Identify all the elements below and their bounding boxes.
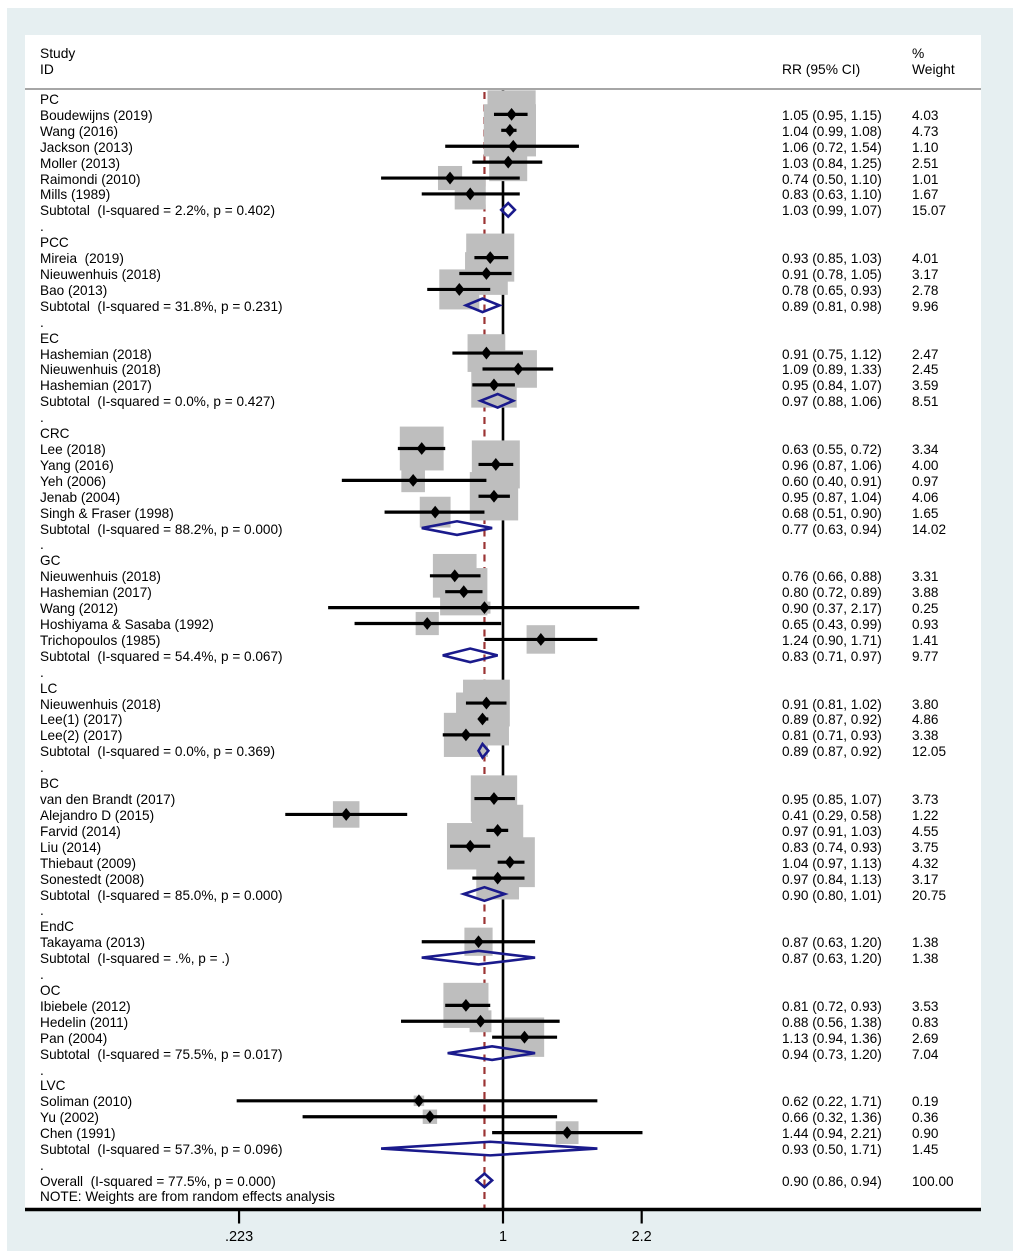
- study-rr-ci-value: 0.60 (0.40, 0.91): [782, 474, 882, 490]
- axis-tick-label: .223: [224, 1229, 254, 1245]
- study-label: Sonestedt (2008): [40, 871, 145, 887]
- study-label: Nieuwenhuis (2018): [40, 569, 161, 585]
- study-label: Yu (2002): [40, 1110, 99, 1126]
- study-label: Nieuwenhuis (2018): [40, 362, 161, 378]
- study-rr-ci-value: 0.96 (0.87, 1.06): [782, 458, 882, 474]
- study-rr-ci-value: 1.04 (0.99, 1.08): [782, 124, 882, 140]
- subtotal-rr-ci-value: 0.83 (0.71, 0.97): [782, 649, 882, 665]
- axis-tick-label: 2.2: [631, 1229, 652, 1245]
- study-weight-value: 0.93: [912, 617, 939, 633]
- study-label: Farvid (2014): [40, 824, 121, 840]
- study-weight-value: 1.01: [912, 171, 939, 187]
- overall-rr-ci-value: 0.90 (0.86, 0.94): [782, 1174, 882, 1190]
- group-label: PCC: [40, 235, 69, 251]
- study-weight-value: 4.06: [912, 489, 939, 505]
- group-label: BC: [40, 776, 59, 792]
- study-weight-value: 2.45: [912, 362, 939, 378]
- subtotal-label: Subtotal (I-squared = 75.5%, p = 0.017): [40, 1046, 283, 1062]
- study-label: Nieuwenhuis (2018): [40, 267, 161, 283]
- study-rr-ci-value: 0.91 (0.75, 1.12): [782, 346, 882, 362]
- study-weight-value: 3.59: [912, 378, 939, 394]
- axis-tick-label: 1: [498, 1229, 508, 1245]
- study-weight-value: 2.78: [912, 283, 939, 299]
- group-separator: .: [40, 314, 44, 330]
- group-label: GC: [40, 553, 61, 569]
- study-label: Lee(2) (2017): [40, 728, 123, 744]
- study-label: Hashemian (2017): [40, 378, 152, 394]
- study-weight-value: 4.55: [912, 824, 939, 840]
- study-label: Mireia (2019): [40, 251, 124, 267]
- study-weight-value: 0.97: [912, 474, 939, 490]
- subtotal-label: Subtotal (I-squared = 2.2%, p = 0.402): [40, 203, 276, 219]
- group-label: PC: [40, 92, 59, 108]
- study-rr-ci-value: 0.78 (0.65, 0.93): [782, 283, 882, 299]
- study-rr-ci-value: 0.90 (0.37, 2.17): [782, 601, 882, 617]
- study-rr-ci-value: 0.87 (0.63, 1.20): [782, 935, 882, 951]
- study-weight-value: 3.80: [912, 696, 939, 712]
- study-rr-ci-value: 0.81 (0.72, 0.93): [782, 999, 882, 1015]
- group-label: LVC: [40, 1078, 66, 1094]
- study-label: Singh & Fraser (1998): [40, 505, 174, 521]
- subtotal-rr-ci-value: 0.89 (0.87, 0.92): [782, 744, 882, 760]
- study-rr-ci-value: 0.81 (0.71, 0.93): [782, 728, 882, 744]
- study-rr-ci-value: 0.83 (0.63, 1.10): [782, 187, 882, 203]
- study-rr-ci-value: 0.91 (0.81, 1.02): [782, 696, 882, 712]
- study-weight-value: 3.75: [912, 839, 939, 855]
- study-label: Lee (2018): [40, 442, 106, 458]
- study-weight-value: 3.31: [912, 569, 939, 585]
- group-label: EndC: [40, 919, 75, 935]
- study-label: Nieuwenhuis (2018): [40, 696, 161, 712]
- subtotal-weight-value: 20.75: [912, 887, 947, 903]
- group-label: OC: [40, 983, 61, 999]
- study-label: Pan (2004): [40, 1030, 108, 1046]
- study-rr-ci-value: 0.68 (0.51, 0.90): [782, 505, 882, 521]
- study-rr-ci-value: 0.76 (0.66, 0.88): [782, 569, 882, 585]
- subtotal-rr-ci-value: 0.93 (0.50, 1.71): [782, 1142, 882, 1158]
- study-weight-value: 4.73: [912, 124, 939, 140]
- weights-note: NOTE: Weights are from random effects analysis: [40, 1189, 335, 1205]
- study-weight-value: 3.17: [912, 871, 939, 887]
- study-weight-value: 4.00: [912, 458, 939, 474]
- study-rr-ci-value: 1.05 (0.95, 1.15): [782, 108, 882, 124]
- study-weight-value: 1.38: [912, 935, 939, 951]
- study-weight-value: 2.47: [912, 346, 939, 362]
- study-rr-ci-value: 0.74 (0.50, 1.10): [782, 171, 882, 187]
- study-rr-ci-value: 0.80 (0.72, 0.89): [782, 585, 882, 601]
- study-weight-value: 4.03: [912, 108, 939, 124]
- study-weight-value: 3.17: [912, 267, 939, 283]
- study-label: Hashemian (2018): [40, 346, 152, 362]
- study-rr-ci-value: 0.97 (0.91, 1.03): [782, 824, 882, 840]
- group-separator: .: [40, 760, 44, 776]
- study-rr-ci-value: 0.88 (0.56, 1.38): [782, 1014, 882, 1030]
- subtotal-rr-ci-value: 0.94 (0.73, 1.20): [782, 1046, 882, 1062]
- study-label: Raimondi (2010): [40, 171, 141, 187]
- header-study-line1: Study: [40, 46, 76, 62]
- study-rr-ci-value: 0.97 (0.84, 1.13): [782, 871, 882, 887]
- study-rr-ci-value: 0.63 (0.55, 0.72): [782, 442, 882, 458]
- study-label: Liu (2014): [40, 839, 102, 855]
- study-rr-ci-value: 0.89 (0.87, 0.92): [782, 712, 882, 728]
- subtotal-weight-value: 7.04: [912, 1046, 939, 1062]
- group-separator: .: [40, 537, 44, 553]
- subtotal-weight-value: 14.02: [912, 521, 947, 537]
- study-weight-value: 3.34: [912, 442, 939, 458]
- study-weight-value: 1.67: [912, 187, 939, 203]
- study-weight-value: 1.65: [912, 505, 939, 521]
- study-label: Soliman (2010): [40, 1094, 133, 1110]
- group-separator: .: [40, 1062, 44, 1078]
- study-weight-value: 4.32: [912, 855, 939, 871]
- group-separator: .: [40, 410, 44, 426]
- study-rr-ci-value: 1.03 (0.84, 1.25): [782, 155, 882, 171]
- study-rr-ci-value: 1.44 (0.94, 2.21): [782, 1126, 882, 1142]
- study-rr-ci-value: 1.13 (0.94, 1.36): [782, 1030, 882, 1046]
- study-rr-ci-value: 0.95 (0.84, 1.07): [782, 378, 882, 394]
- subtotal-rr-ci-value: 0.77 (0.63, 0.94): [782, 521, 882, 537]
- study-label: Moller (2013): [40, 155, 121, 171]
- group-separator: .: [40, 219, 44, 235]
- study-weight-value: 0.25: [912, 601, 939, 617]
- header-rr-column: RR (95% CI): [782, 62, 861, 78]
- subtotal-weight-value: 12.05: [912, 744, 947, 760]
- study-weight-value: 3.38: [912, 728, 939, 744]
- subtotal-weight-value: 8.51: [912, 394, 939, 410]
- study-weight-value: 3.53: [912, 999, 939, 1015]
- subtotal-label: Subtotal (I-squared = 31.8%, p = 0.231): [40, 299, 283, 315]
- subtotal-rr-ci-value: 0.97 (0.88, 1.06): [782, 394, 882, 410]
- study-label: Trichopoulos (1985): [40, 633, 161, 649]
- study-label: van den Brandt (2017): [40, 792, 176, 808]
- overall-weight-value: 100.00: [912, 1174, 954, 1190]
- header-study-line2: ID: [40, 62, 54, 78]
- study-rr-ci-value: 0.93 (0.85, 1.03): [782, 251, 882, 267]
- group-label: CRC: [40, 426, 70, 442]
- subtotal-weight-value: 1.38: [912, 951, 939, 967]
- study-weight-value: 0.36: [912, 1110, 939, 1126]
- subtotal-label: Subtotal (I-squared = .%, p = .): [40, 951, 230, 967]
- study-weight-value: 1.22: [912, 808, 939, 824]
- subtotal-label: Subtotal (I-squared = 0.0%, p = 0.427): [40, 394, 276, 410]
- study-weight-value: 1.10: [912, 139, 939, 155]
- study-rr-ci-value: 1.04 (0.97, 1.13): [782, 855, 882, 871]
- study-rr-ci-value: 1.09 (0.89, 1.33): [782, 362, 882, 378]
- study-label: Chen (1991): [40, 1126, 116, 1142]
- study-rr-ci-value: 0.91 (0.78, 1.05): [782, 267, 882, 283]
- study-label: Jackson (2013): [40, 139, 133, 155]
- study-rr-ci-value: 0.95 (0.85, 1.07): [782, 792, 882, 808]
- subtotal-label: Subtotal (I-squared = 88.2%, p = 0.000): [40, 521, 283, 537]
- study-weight-value: 0.90: [912, 1126, 939, 1142]
- study-label: Bao (2013): [40, 283, 108, 299]
- group-label: EC: [40, 330, 59, 346]
- study-rr-ci-value: 0.62 (0.22, 1.71): [782, 1094, 882, 1110]
- subtotal-label: Subtotal (I-squared = 85.0%, p = 0.000): [40, 887, 283, 903]
- subtotal-weight-value: 1.45: [912, 1142, 939, 1158]
- study-rr-ci-value: 0.95 (0.87, 1.04): [782, 489, 882, 505]
- subtotal-rr-ci-value: 0.90 (0.80, 1.01): [782, 887, 882, 903]
- group-separator: .: [40, 903, 44, 919]
- header-weight-line1: %: [912, 46, 925, 62]
- group-label: LC: [40, 680, 58, 696]
- study-label: Takayama (2013): [40, 935, 146, 951]
- study-rr-ci-value: 1.06 (0.72, 1.54): [782, 139, 882, 155]
- study-label: Yang (2016): [40, 458, 114, 474]
- study-label: Wang (2016): [40, 124, 119, 140]
- study-weight-value: 2.69: [912, 1030, 939, 1046]
- study-weight-value: 0.19: [912, 1094, 939, 1110]
- group-separator: .: [40, 967, 44, 983]
- study-label: Alejandro D (2015): [40, 808, 155, 824]
- study-weight-value: 4.01: [912, 251, 939, 267]
- subtotal-rr-ci-value: 0.89 (0.81, 0.98): [782, 299, 882, 315]
- study-weight-value: 3.73: [912, 792, 939, 808]
- study-label: Hedelin (2011): [40, 1014, 129, 1030]
- study-weight-value: 4.86: [912, 712, 939, 728]
- subtotal-label: Subtotal (I-squared = 57.3%, p = 0.096): [40, 1142, 283, 1158]
- study-label: Jenab (2004): [40, 489, 121, 505]
- subtotal-weight-value: 9.77: [912, 649, 939, 665]
- study-label: Hashemian (2017): [40, 585, 152, 601]
- subtotal-rr-ci-value: 0.87 (0.63, 1.20): [782, 951, 882, 967]
- study-rr-ci-value: 1.24 (0.90, 1.71): [782, 633, 882, 649]
- study-label: Ibiebele (2012): [40, 999, 131, 1015]
- subtotal-rr-ci-value: 1.03 (0.99, 1.07): [782, 203, 882, 219]
- study-weight-value: 1.41: [912, 633, 939, 649]
- subtotal-weight-value: 15.07: [912, 203, 947, 219]
- study-label: Yeh (2006): [40, 474, 107, 490]
- subtotal-weight-value: 9.96: [912, 299, 939, 315]
- group-separator: .: [40, 664, 44, 680]
- subtotal-label: Subtotal (I-squared = 0.0%, p = 0.369): [40, 744, 276, 760]
- study-rr-ci-value: 0.65 (0.43, 0.99): [782, 617, 882, 633]
- study-rr-ci-value: 0.66 (0.32, 1.36): [782, 1110, 882, 1126]
- study-label: Mills (1989): [40, 187, 111, 203]
- header-weight-line2: Weight: [912, 62, 955, 78]
- study-weight-value: 2.51: [912, 155, 939, 171]
- study-label: Hoshiyama & Sasaba (1992): [40, 617, 214, 633]
- study-weight-value: 3.88: [912, 585, 939, 601]
- study-label: Boudewijns (2019): [40, 108, 153, 124]
- study-label: Lee(1) (2017): [40, 712, 123, 728]
- overall-label: Overall (I-squared = 77.5%, p = 0.000): [40, 1174, 276, 1190]
- study-weight-value: 0.83: [912, 1014, 939, 1030]
- study-label: Thiebaut (2009): [40, 855, 136, 871]
- subtotal-label: Subtotal (I-squared = 54.4%, p = 0.067): [40, 649, 283, 665]
- study-rr-ci-value: 0.83 (0.74, 0.93): [782, 839, 882, 855]
- study-label: Wang (2012): [40, 601, 119, 617]
- study-rr-ci-value: 0.41 (0.29, 0.58): [782, 808, 882, 824]
- group-separator: .: [40, 1158, 44, 1174]
